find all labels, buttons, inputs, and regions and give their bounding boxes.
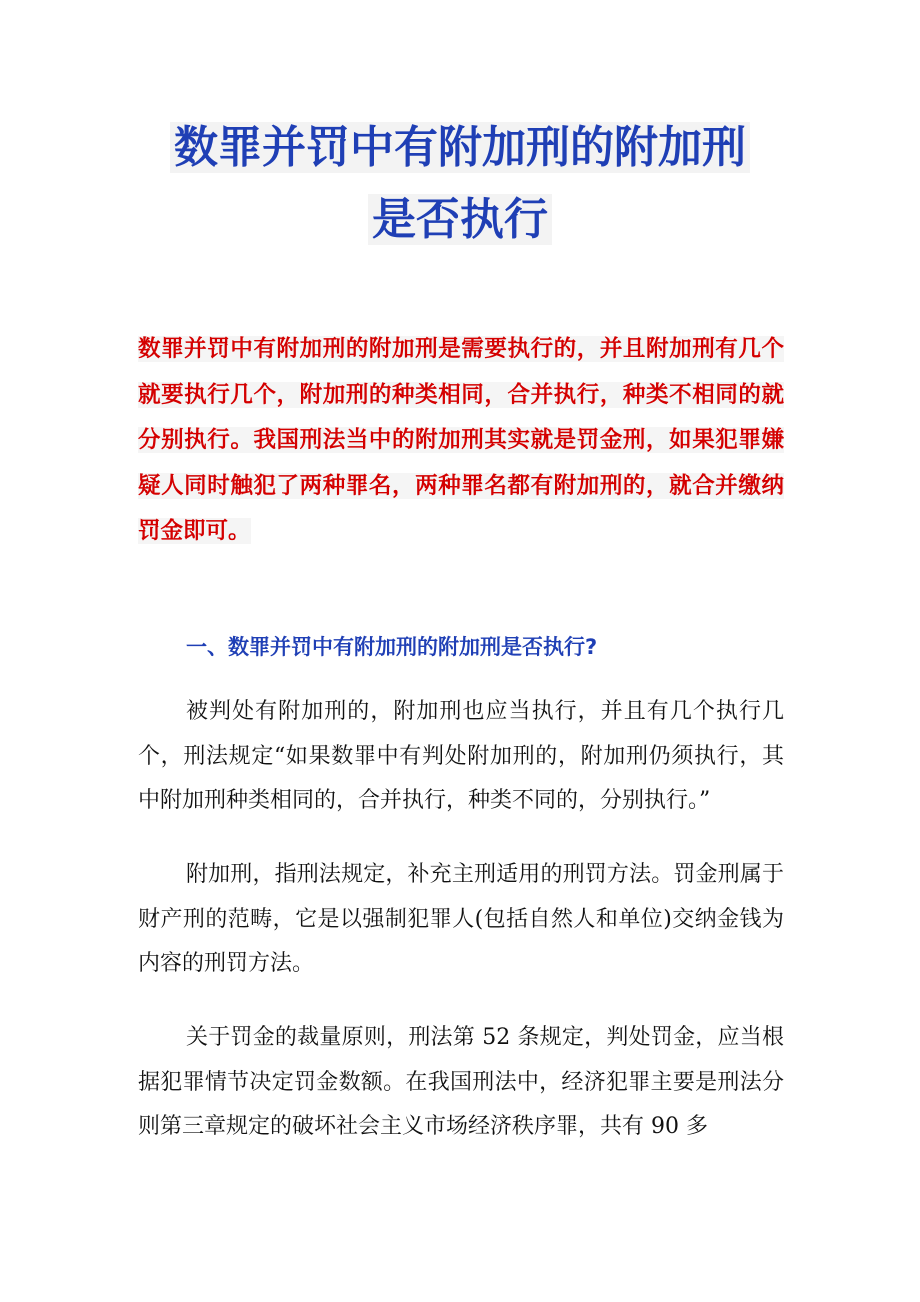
title-line-2: 是否执行 xyxy=(368,194,552,245)
document-title xyxy=(0,112,920,256)
title-line-1: 数罪并罚中有附加刑的附加刑 xyxy=(170,122,750,173)
summary-paragraph xyxy=(138,327,784,555)
body-paragraph: 被判处有附加刑的，附加刑也应当执行，并且有几个执行几个，刑法规定“如果数罪中有判处附加刑的，附加刑仍须执行，其中附加刑种类相同的，合并执行，种类不同的，分别执行。” xyxy=(138,699,784,813)
body-paragraph: 附加刑，指刑法规定，补充主刑适用的刑罚方法。罚金刑属于财产刑的范畴，它是以强制犯罪人(包括自然人和单位)交纳金钱为内容的刑罚方法。 xyxy=(138,862,784,976)
body-paragraph: 关于罚金的裁量原则，刑法第 52 条规定，判处罚金，应当根据犯罪情节决定罚金数额。在我国刑法中，经济犯罪主要是刑法分则第三章规定的破坏社会主义市场经济秩序罪，共有 90 多 xyxy=(138,1025,784,1139)
summary-text: 数罪并罚中有附加刑的附加刑是需要执行的，并且附加刑有几个就要执行几个，附加刑的种类相同，合并执行，种类不相同的就分别执行。我国刑法当中的附加刑其实就是罚金刑，如果犯罪嫌疑人同时触犯了两种罪名，两种罪名都有附加刑的，就合并缴纳罚金即可。 xyxy=(138,336,784,544)
section-heading: 一、数罪并罚中有附加刑的附加刑是否执行? xyxy=(186,635,598,659)
